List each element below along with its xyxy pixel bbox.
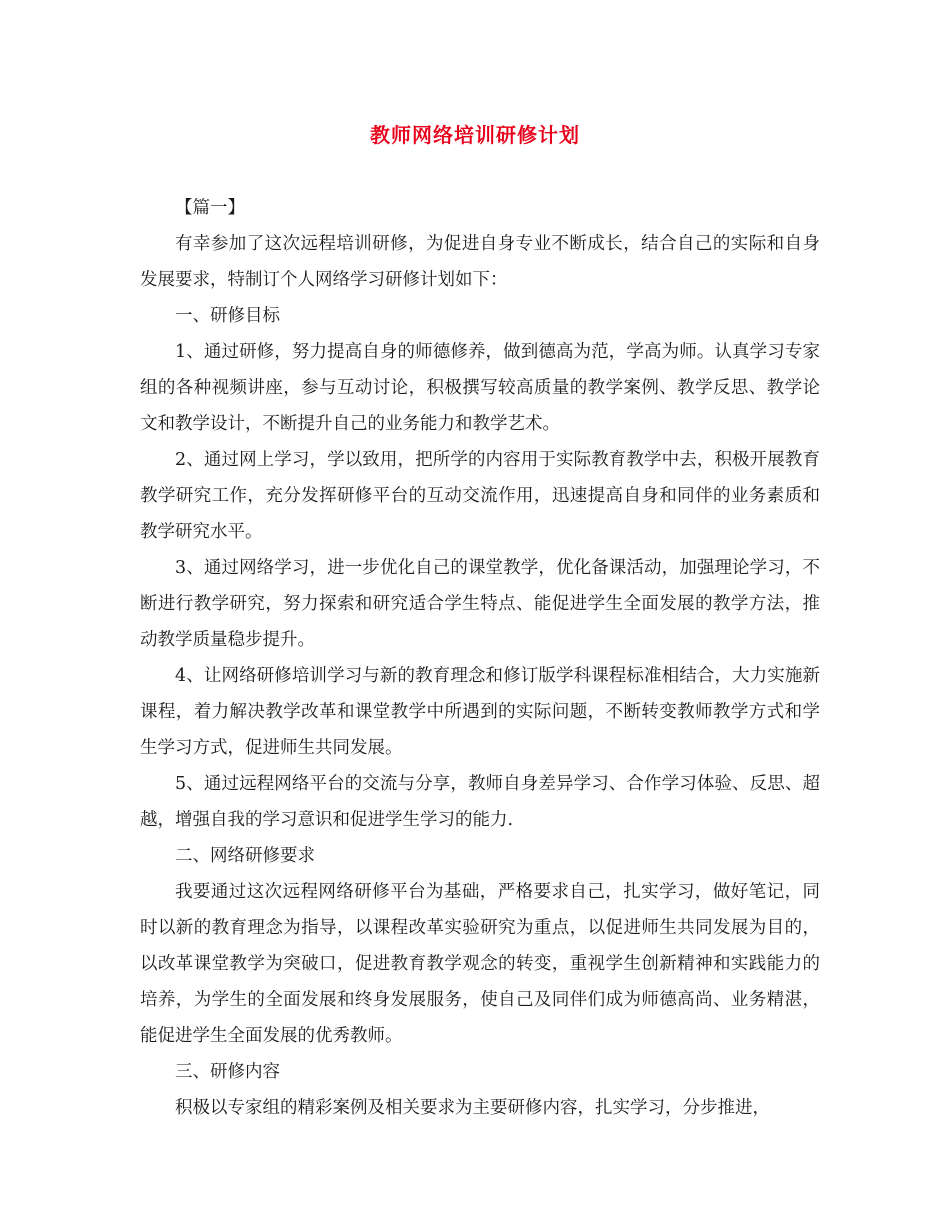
heading-research-goals: 一、研修目标 — [175, 306, 280, 326]
goal-item-5: 5、通过远程网络平台的交流与分享，教师自身差异学习、合作学习体验、反思、超越，增强自我的学习意识和促进学生学习的能力. — [140, 774, 820, 830]
goal-item-4: 4、让网络研修培训学习与新的教育理念和修订版学科课程标准相结合，大力实施新课程，着力解决教学改革和课堂教学中所遇到的实际问题，不断转变教师教学方式和学生学习方式，促进师生共同发展。 — [140, 666, 820, 758]
goal-item-1: 1、通过研修，努力提高自身的师德修养，做到德高为范，学高为师。认真学习专家组的各种视频讲座，参与互动讨论，积极撰写较高质量的教学案例、教学反思、教学论文和教学设计，不断提升自己的业务能力和教学艺术。 — [140, 342, 820, 434]
heading-network-requirements: 二、网络研修要求 — [175, 846, 315, 866]
document-body — [140, 190, 820, 1126]
goal-item-3: 3、通过网络学习，进一步优化自己的课堂教学，优化备课活动，加强理论学习，不断进行教学研究，努力探索和研究适合学生特点、能促进学生全面发展的教学方法，推动教学质量稳步提升。 — [140, 558, 820, 650]
section-marker: 【篇一】 — [175, 198, 245, 218]
document-title: 教师网络培训研修计划 — [370, 123, 580, 147]
requirements-paragraph: 我要通过这次远程网络研修平台为基础，严格要求自己，扎实学习，做好笔记，同时以新的教育理念为指导，以课程改革实验研究为重点，以促进师生共同发展为目的，以改革课堂教学为突破口，促进教育教学观念的转变，重视学生创新精神和实践能力的培养，为学生的全面发展和终身发展服务，使自己及同伴们成为师德高尚、业务精湛，能促进学生全面发展的优秀教师。 — [140, 882, 820, 1046]
intro-paragraph: 有幸参加了这次远程培训研修，为促进自身专业不断成长，结合自己的实际和自身发展要求，特制订个人网络学习研修计划如下： — [140, 234, 820, 290]
content-paragraph: 积极以专家组的精彩案例及相关要求为主要研修内容，扎实学习，分步推进， — [175, 1098, 770, 1118]
heading-research-content: 三、研修内容 — [175, 1062, 280, 1082]
goal-item-2: 2、通过网上学习，学以致用，把所学的内容用于实际教育教学中去，积极开展教育教学研究工作，充分发挥研修平台的互动交流作用，迅速提高自身和同伴的业务素质和教学研究水平。 — [140, 450, 820, 542]
